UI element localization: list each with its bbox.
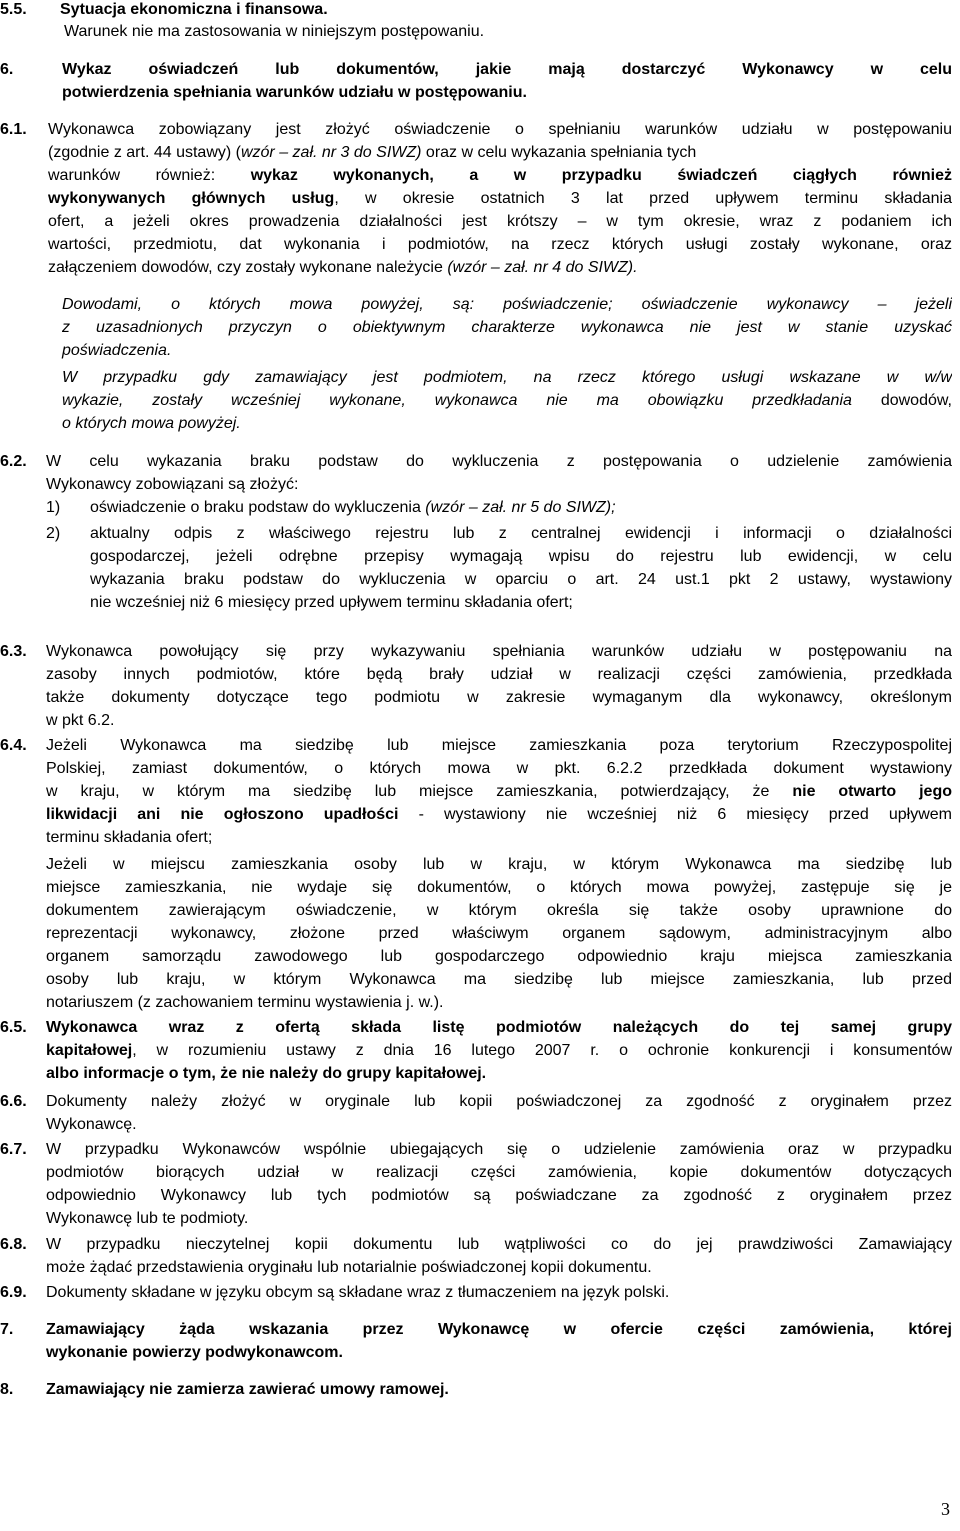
section-title: Wykaz oświadczeń lub dokumentów, jakie mają dostarczyć Wykonawcy w celu xyxy=(62,61,952,78)
paragraph-line: kapitałowej, w rozumieniu ustawy z dnia 16 lutego 2007 r. o ochronie konkurencji i konsumentów xyxy=(46,1042,952,1059)
paragraph-line: warunków również: wykaz wykonanych, a w przypadku świadczeń ciągłych również xyxy=(48,167,952,184)
paragraph-line: Wykonawca zobowiązany jest złożyć oświadczenie o spełnianiu warunków udziału w postępowaniu xyxy=(48,121,952,138)
paragraph-line: wykonywanych głównych usług, w okresie ostatnich 3 lat przed upływem terminu składania xyxy=(48,190,952,207)
paragraph-line: dokumentem zawierającym oświadczenie, w którym określa się także osoby uprawnione do xyxy=(46,902,952,919)
list-item: oświadczenie o braku podstaw do wykluczenia (wzór – zał. nr 5 do SIWZ); xyxy=(90,499,616,516)
paragraph-line: notariuszem (z zachowaniem terminu wystawienia j. w.). xyxy=(46,994,444,1011)
paragraph-line: załączeniem dowodów, czy zostały wykonane należycie (wzór – zał. nr 4 do SIWZ). xyxy=(48,259,638,276)
paragraph-line: Jeżeli Wykonawca ma siedzibę lub miejsce zamieszkania poza terytorium Rzeczypospolitej xyxy=(46,737,952,754)
section-title: potwierdzenia spełniania warunków udziału w postępowaniu. xyxy=(62,84,527,101)
list-item: aktualny odpis z właściwego rejestru lub z centralnej ewidencji i informacji o działalności xyxy=(90,525,952,542)
paragraph-line: Dokumenty składane w języku obcym są składane wraz z tłumaczeniem na język polski. xyxy=(46,1284,670,1301)
paragraph-line: w pkt 6.2. xyxy=(46,712,115,729)
section-number: 6.2. xyxy=(0,453,27,470)
paragraph-line: organem samorządu zawodowego lub gospodarczego odpowiednio kraju miejsca zamieszkania xyxy=(46,948,952,965)
paragraph-line: likwidacji ani nie ogłoszono upadłości - wystawiony nie wcześniej niż 6 miesięcy przed upływem xyxy=(46,806,952,823)
section-number: 6.1. xyxy=(0,121,27,138)
paragraph-line: (zgodnie z art. 44 ustawy) (wzór – zał. nr 3 do SIWZ) oraz w celu wykazania spełniania tych xyxy=(48,144,697,161)
paragraph-line: W przypadku Wykonawców wspólnie ubiegających się o udzielenie zamówienia oraz w przypadku xyxy=(46,1141,952,1158)
paragraph-line: W celu wykazania braku podstaw do wykluczenia z postępowania o udzielenie zamówienia xyxy=(46,453,952,470)
section-number: 5.5. xyxy=(0,1,27,18)
section-title: wykonanie powierzy podwykonawcom. xyxy=(46,1344,343,1361)
page-number: 3 xyxy=(941,1499,950,1519)
paragraph-line: odpowiednio Wykonawcy lub tych podmiotów są poświadczane za zgodność z oryginałem przez xyxy=(46,1187,952,1204)
paragraph-line: Wykonawcy zobowiązani są złożyć: xyxy=(46,476,299,493)
paragraph-line: wykazie, zostały wcześniej wykonane, wykonawca nie ma obowiązku przedkładania dowodów, xyxy=(62,392,952,409)
section-number: 6.6. xyxy=(0,1093,27,1110)
paragraph-line: także dokumenty dotyczące tego podmiotu w zakresie wymaganym dla wykonawcy, określonym xyxy=(46,689,952,706)
paragraph-line: reprezentacji wykonawcy, złożone przed właściwym organem sądowym, administracyjnym albo xyxy=(46,925,952,942)
paragraph-line: W przypadku nieczytelnej kopii dokumentu lub wątpliwości co do jej prawdziwości Zamawiający xyxy=(46,1236,952,1253)
paragraph-line: wartości, przedmiotu, dat wykonania i podmiotów, na rzecz których usługi zostały wykonane, oraz xyxy=(48,236,952,253)
list-number: 2) xyxy=(46,525,61,542)
paragraph-line: zasoby innych podmiotów, które będą brały udział w realizacji części zamówienia, przedkłada xyxy=(46,666,952,683)
paragraph-line: miejsce zamieszkania, nie wydaje się dokumentów, o których mowa powyżej, zastępuje się je xyxy=(46,879,952,896)
paragraph-line: Wykonawcę lub te podmioty. xyxy=(46,1210,249,1227)
section-number: 6. xyxy=(0,61,14,78)
paragraph-line: albo informacje o tym, że nie należy do grupy kapitałowej. xyxy=(46,1065,487,1082)
paragraph-line: Wykonawca wraz z ofertą składa listę podmiotów należących do tej samej grupy xyxy=(46,1019,952,1036)
paragraph-line: W przypadku gdy zamawiający jest podmiotem, na rzecz którego usługi wskazane w w/w xyxy=(62,369,952,386)
list-item: gospodarczej, jeżeli odrębne przepisy wymagają wpisu do rejestru lub ewidencji, w celu xyxy=(90,548,952,565)
list-item: wykazania braku podstaw do wykluczenia w oparciu o art. 24 ust.1 pkt 2 ustawy, wystawiony xyxy=(90,571,952,588)
section-number: 6.3. xyxy=(0,643,27,660)
section-title: Zamawiający nie zamierza zawierać umowy ramowej. xyxy=(46,1381,449,1398)
paragraph-line: terminu składania ofert; xyxy=(46,829,213,846)
paragraph-line: Dokumenty należy złożyć w oryginale lub kopii poświadczonej za zgodność z oryginałem przez xyxy=(46,1093,952,1110)
list-number: 1) xyxy=(46,499,61,516)
section-title: Zamawiający żąda wskazania przez Wykonawcę w ofercie części zamówienia, której xyxy=(46,1321,952,1338)
paragraph-line: z uzasadnionych przyczyn o obiektywnym charakterze wykonawca nie jest w stanie uzyskać xyxy=(62,319,952,336)
section-number: 6.4. xyxy=(0,737,27,754)
section-title: Sytuacja ekonomiczna i finansowa. xyxy=(60,1,328,18)
paragraph-line: Jeżeli w miejscu zamieszkania osoby lub w kraju, w którym Wykonawca ma siedzibę lub xyxy=(46,856,952,873)
section-number: 8. xyxy=(0,1381,14,1398)
paragraph-line: podmiotów biorących udział w realizacji części zamówienia, kopie dokumentów dotyczących xyxy=(46,1164,952,1181)
paragraph-line: może żądać przedstawienia oryginału lub notarialnie poświadczonej kopii dokumentu. xyxy=(46,1259,652,1276)
paragraph-line: Dowodami, o których mowa powyżej, są: poświadczenie; oświadczenie wykonawcy – jeżeli xyxy=(62,296,952,313)
paragraph-line: Wykonawca powołujący się przy wykazywaniu spełniania warunków udziału w postępowaniu na xyxy=(46,643,952,660)
section-number: 6.9. xyxy=(0,1284,27,1301)
paragraph-line: osoby lub kraju, w którym Wykonawca ma siedzibę lub miejsce zamieszkania, lub przed xyxy=(46,971,952,988)
list-item: nie wcześniej niż 6 miesięcy przed upływem terminu składania ofert; xyxy=(90,594,573,611)
paragraph-line: Wykonawcę. xyxy=(46,1116,137,1133)
section-number: 7. xyxy=(0,1321,14,1338)
section-note: Warunek nie ma zastosowania w niniejszym postępowaniu. xyxy=(64,23,485,40)
paragraph-line: o których mowa powyżej. xyxy=(62,415,241,432)
section-number: 6.7. xyxy=(0,1141,27,1158)
section-number: 6.8. xyxy=(0,1236,27,1253)
paragraph-line: Polskiej, zamiast dokumentów, o których mowa w pkt. 6.2.2 przedkłada dokument wystawiony xyxy=(46,760,952,777)
paragraph-line: w kraju, w którym ma siedzibę lub miejsce zamieszkania, potwierdzający, że nie otwarto jego xyxy=(46,783,952,800)
paragraph-line: poświadczenia. xyxy=(62,342,172,359)
section-number: 6.5. xyxy=(0,1019,27,1036)
paragraph-line: ofert, a jeżeli okres prowadzenia działalności jest krótszy – w tym okresie, wraz z podaniem ich xyxy=(48,213,952,230)
